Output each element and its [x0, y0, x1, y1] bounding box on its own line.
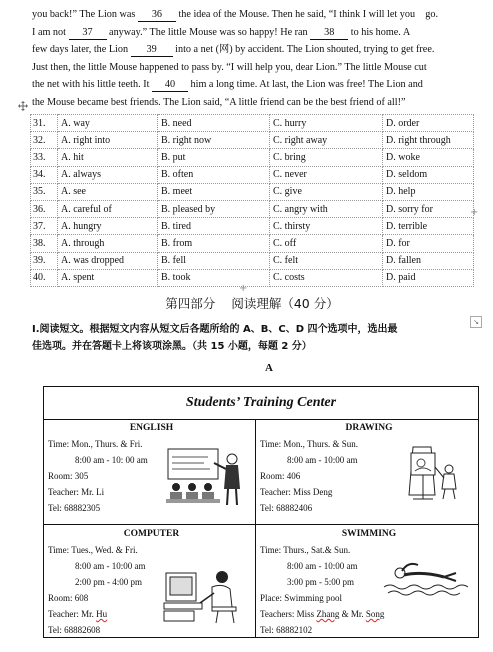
passage-line — [32, 76, 484, 94]
teacher-name: Zhang — [316, 609, 340, 619]
option-a: A. right into — [58, 132, 158, 149]
course-tel: Tel: 68882406 — [260, 503, 313, 513]
course-time: Time: Thurs., Sat.& Sun. — [260, 545, 351, 555]
passage-text: ) by accident. The Lion shouted, trying to get free. — [229, 44, 435, 56]
option-c: C. costs — [270, 269, 383, 286]
question-number: 40. — [31, 269, 58, 286]
option-row — [31, 183, 474, 200]
passage-text: I am not — [32, 26, 66, 38]
option-a: A. see — [58, 183, 158, 200]
passage-text: 网 — [219, 44, 230, 56]
passage-letter: A — [265, 362, 273, 374]
option-d: D. for — [383, 235, 474, 252]
passage-line — [32, 59, 484, 77]
option-d: D. paid — [383, 269, 474, 286]
computer-illustration — [162, 559, 252, 630]
option-b: B. put — [158, 149, 270, 166]
option-a: A. careful of — [58, 200, 158, 217]
course-teacher — [260, 606, 478, 622]
option-row — [31, 218, 474, 235]
passage-text: him a long time. At last, the Lion was free! The Lion and — [190, 79, 423, 91]
question-number: 36. — [31, 200, 58, 217]
option-b: B. tired — [158, 218, 270, 235]
add-column-icon[interactable]: + — [470, 207, 479, 218]
option-d: D. sorry for — [383, 200, 474, 217]
passage-text: the net with his little teeth. It — [32, 79, 150, 91]
option-d: D. seldom — [383, 166, 474, 183]
option-b: B. fell — [158, 252, 270, 269]
course-room: Room: 406 — [260, 471, 301, 481]
cloze-passage — [32, 6, 484, 112]
option-c: C. bring — [270, 149, 383, 166]
option-c: C. off — [270, 235, 383, 252]
instructions-line: 佳选项。并在答题卡上将该项涂黑。（共 15 小题，每题 2 分） — [32, 341, 312, 352]
course-tel: Tel: 68882102 — [260, 625, 313, 635]
blank-37: 37 — [69, 27, 107, 40]
course-room: Room: 608 — [48, 593, 89, 603]
option-b: B. right now — [158, 132, 270, 149]
course-time: Time: Mon., Thurs. & Fri. — [48, 439, 143, 449]
option-d: D. woke — [383, 149, 474, 166]
option-c: C. felt — [270, 252, 383, 269]
option-row — [31, 132, 474, 149]
course-drawing — [256, 419, 478, 525]
course-time: Time: Mon., Thurs. & Sun. — [260, 439, 359, 449]
option-row — [31, 149, 474, 166]
instructions-line: Ⅰ.阅读短文。根据短文内容从短文后各题所给的 A、B、C、D 四个选项中，选出最 — [32, 324, 398, 335]
course-teacher: Teacher: Mr. Li — [48, 487, 105, 497]
reading-instructions — [32, 321, 477, 355]
section-heading — [30, 293, 474, 315]
teacher-name: Song — [365, 609, 385, 619]
option-d: D. right through — [383, 132, 474, 149]
passage-line — [32, 94, 484, 112]
course-grid — [44, 419, 478, 637]
option-row — [31, 115, 474, 132]
resize-handle-icon[interactable]: ↘ — [470, 316, 482, 328]
option-b: B. meet — [158, 183, 270, 200]
question-number: 34. — [31, 166, 58, 183]
option-c: C. right away — [270, 132, 383, 149]
option-row — [31, 200, 474, 217]
course-title: ENGLISH — [129, 423, 174, 433]
question-number: 31. — [31, 115, 58, 132]
options-table — [30, 114, 474, 287]
option-c: C. give — [270, 183, 383, 200]
question-number: 38. — [31, 235, 58, 252]
section-title: 阅读理解（40 分） — [231, 296, 339, 311]
teacher-label: Teacher: Mr. — [48, 609, 97, 619]
question-number: 32. — [31, 132, 58, 149]
option-c: C. hurry — [270, 115, 383, 132]
blank-40: 40 — [152, 79, 188, 92]
option-b: B. took — [158, 269, 270, 286]
option-row — [31, 252, 474, 269]
passage-text: to his home. A — [350, 26, 411, 38]
course-hours: 8:00 am - 10: 00 am — [75, 455, 148, 465]
section-part: 第四部分 — [165, 296, 216, 311]
passage-text: into a net ( — [175, 44, 220, 56]
option-b: B. from — [158, 235, 270, 252]
teacher-name: Hu — [96, 609, 108, 619]
option-a: A. way — [58, 115, 158, 132]
question-number: 37. — [31, 218, 58, 235]
question-number: 39. — [31, 252, 58, 269]
passage-text: few days later, the Lion — [32, 44, 129, 56]
course-room: Room: 305 — [48, 471, 89, 481]
center-title: Students’ Training Center — [44, 387, 478, 420]
add-row-icon[interactable]: + — [239, 283, 248, 294]
passage-line — [32, 24, 484, 42]
course-hours: 2:00 pm - 4:00 pm — [75, 577, 142, 587]
passage-text: the Mouse became best friends. The Lion said, “A little friend can be the best friend of all!” — [32, 96, 406, 108]
passage-text: anyway.” The little Mouse was so happy! He ran — [109, 26, 308, 38]
passage-text: you back!” The Lion was — [32, 9, 136, 20]
option-b: B. often — [158, 166, 270, 183]
training-center-table — [43, 386, 479, 638]
passage-text: go. — [425, 9, 438, 20]
option-row — [31, 166, 474, 183]
course-title: DRAWING — [345, 423, 393, 433]
course-tel: Tel: 68882608 — [48, 625, 101, 635]
move-handle-icon[interactable] — [18, 101, 28, 111]
course-time: Time: Tues., Wed. & Fri. — [48, 545, 138, 555]
option-a: A. through — [58, 235, 158, 252]
course-hours: 3:00 pm - 5:00 pm — [287, 577, 354, 587]
course-title: SWIMMING — [341, 529, 397, 539]
course-hours: 8:00 am - 10:00 am — [287, 561, 358, 571]
course-hours: 8:00 am - 10:00 am — [75, 561, 146, 571]
course-english — [44, 419, 256, 525]
blank-39: 39 — [131, 44, 173, 57]
option-d: D. terrible — [383, 218, 474, 235]
option-d: D. order — [383, 115, 474, 132]
option-a: A. hit — [58, 149, 158, 166]
passage-text: Just then, the little Mouse happened to pass by. “I will help you, dear Lion.” The little Mouse cut — [32, 61, 427, 73]
course-tel: Tel: 68882305 — [48, 503, 101, 513]
course-computer — [44, 525, 256, 637]
option-a: A. hungry — [58, 218, 158, 235]
option-c: C. thirsty — [270, 218, 383, 235]
option-row — [31, 269, 474, 286]
option-row — [31, 235, 474, 252]
easel-illustration — [391, 443, 471, 508]
course-hours: 8:00 am - 10:00 am — [287, 455, 358, 465]
teacher-label: & Mr. — [339, 609, 366, 619]
course-teacher: Teacher: Miss Deng — [260, 487, 333, 497]
option-c: C. never — [270, 166, 383, 183]
classroom-illustration — [164, 445, 250, 512]
swimmer-illustration — [382, 559, 470, 604]
option-b: B. need — [158, 115, 270, 132]
course-place: Place: Swimming pool — [260, 593, 342, 603]
option-d: D. help — [383, 183, 474, 200]
question-number: 33. — [31, 149, 58, 166]
option-c: C. angry with — [270, 200, 383, 217]
option-a: A. spent — [58, 269, 158, 286]
blank-38: 38 — [310, 27, 348, 40]
blank-36: 36 — [138, 9, 176, 22]
option-b: B. pleased by — [158, 200, 270, 217]
course-title: COMPUTER — [123, 529, 180, 539]
question-number: 35. — [31, 183, 58, 200]
passage-line — [32, 41, 484, 59]
passage-text: the idea of the Mouse. Then he said, “I think I will let you — [178, 9, 416, 20]
option-a: A. was dropped — [58, 252, 158, 269]
passage-line — [32, 6, 484, 24]
teacher-label: Teachers: Miss — [260, 609, 317, 619]
option-d: D. fallen — [383, 252, 474, 269]
option-a: A. always — [58, 166, 158, 183]
course-swimming — [256, 525, 478, 637]
